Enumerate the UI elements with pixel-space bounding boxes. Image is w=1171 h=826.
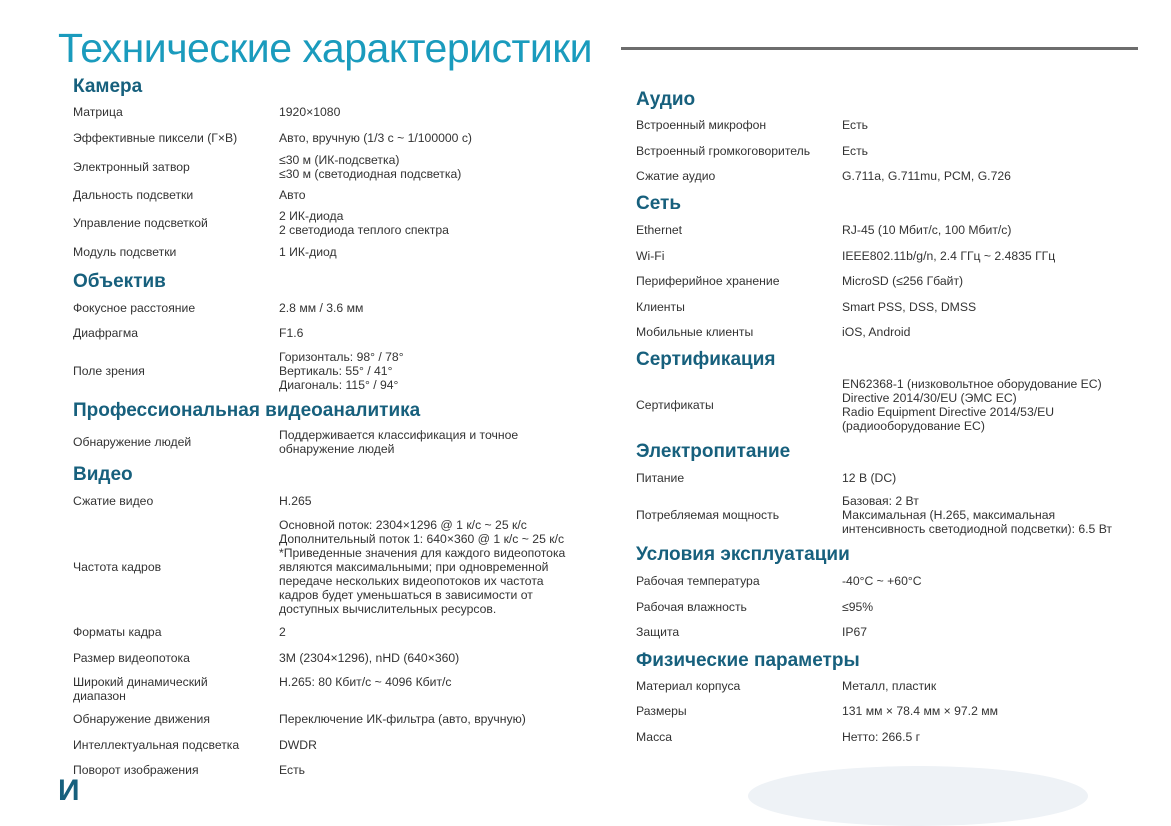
- spec-value: ≤30 м (ИК-подсветка) ≤30 м (светодиодная подсветка): [279, 153, 462, 181]
- spec-value: H.265: [279, 494, 312, 508]
- spec-value: RJ-45 (10 Мбит/с, 100 Мбит/с): [842, 223, 1012, 237]
- spec-value: Есть: [279, 763, 306, 777]
- spec-value: 131 мм × 78.4 мм × 97.2 мм: [842, 704, 998, 718]
- spec-label: Размеры: [636, 704, 687, 718]
- spec-label: Масса: [636, 730, 673, 744]
- spec-label: Фокусное расстояние: [73, 301, 196, 315]
- spec-label: Рабочая температура: [636, 574, 760, 588]
- section-title: Физические параметры: [636, 650, 860, 671]
- spec-label: Рабочая влажность: [636, 600, 747, 614]
- spec-label: Поле зрения: [73, 364, 145, 378]
- spec-label: Сертификаты: [636, 398, 714, 412]
- spec-label: Потребляемая мощность: [636, 508, 780, 522]
- spec-label: Встроенный громкоговоритель: [636, 144, 811, 158]
- spec-value: Металл, пластик: [842, 679, 937, 693]
- spec-value: Горизонталь: 98° / 78° Вертикаль: 55° / 41° Диагональ: 115° / 94°: [279, 350, 404, 392]
- spec-label: Управление подсветкой: [73, 216, 208, 230]
- spec-value: 2 ИК-диода 2 светодиода теплого спектра: [279, 209, 449, 237]
- spec-label: Периферийное хранение: [636, 274, 780, 288]
- spec-label: Интеллектуальная подсветка: [73, 738, 240, 752]
- spec-value: 2.8 мм / 3.6 мм: [279, 301, 364, 315]
- spec-label: Защита: [636, 625, 680, 639]
- spec-label: Wi-Fi: [636, 249, 665, 263]
- section-title: Профессиональная видеоаналитика: [73, 400, 421, 421]
- spec-label: Диафрагма: [73, 326, 139, 340]
- section-title: Сертификация: [636, 349, 776, 370]
- spec-value: Базовая: 2 Вт Максимальная (H.265, максимальная интенсивность светодиодной подсветки): 6.5 Вт: [842, 494, 1113, 536]
- spec-label: Обнаружение людей: [73, 435, 192, 449]
- spec-value: Smart PSS, DSS, DMSS: [842, 300, 977, 314]
- section-title: Видео: [73, 464, 133, 485]
- spec-value: DWDR: [279, 738, 317, 752]
- title-divider: [621, 47, 1138, 50]
- spec-label: Модуль подсветки: [73, 245, 177, 259]
- spec-label: Форматы кадра: [73, 625, 162, 639]
- section-title: Камера: [73, 76, 143, 97]
- section-title: Условия эксплуатации: [636, 544, 850, 565]
- spec-label: Поворот изображения: [73, 763, 199, 777]
- page-header: [58, 22, 1138, 74]
- spec-label: Матрица: [73, 105, 123, 119]
- spec-label: Дальность подсветки: [73, 188, 194, 202]
- spec-value: IEEE802.11b/g/n, 2.4 ГГц ~ 2.4835 ГГц: [842, 249, 1056, 263]
- background-decoration: [748, 766, 1088, 826]
- spec-label: Обнаружение движения: [73, 712, 210, 726]
- spec-value: H.265: 80 Кбит/с ~ 4096 Кбит/с: [279, 675, 452, 689]
- spec-value: IP67: [842, 625, 868, 639]
- spec-value: Авто, вручную (1/3 с ~ 1/100000 с): [279, 131, 472, 145]
- spec-value: ≤95%: [842, 600, 874, 614]
- section-title: Аудио: [636, 89, 696, 110]
- spec-value: 2: [279, 625, 286, 639]
- spec-label: Частота кадров: [73, 560, 162, 574]
- spec-label: Размер видеопотока: [73, 651, 190, 665]
- spec-value: 1920×1080: [279, 105, 341, 119]
- spec-label: Сжатие видео: [73, 494, 154, 508]
- spec-value: Есть: [842, 118, 869, 132]
- spec-value: -40°C ~ +60°C: [842, 574, 922, 588]
- spec-label: Встроенный микрофон: [636, 118, 767, 132]
- spec-value: Поддерживается классификация и точное обнаружение людей: [279, 428, 519, 456]
- spec-label: Питание: [636, 471, 685, 485]
- spec-value: 1 ИК-диод: [279, 245, 337, 259]
- spec-value: F1.6: [279, 326, 304, 340]
- spec-value: Есть: [842, 144, 869, 158]
- spec-value: 12 В (DC): [842, 471, 897, 485]
- page-title: Технические характеристики: [58, 25, 593, 71]
- spec-label: Мобильные клиенты: [636, 325, 754, 339]
- spec-value: EN62368-1 (низковольтное оборудование ЕС) Directive 2014/30/EU (ЭМС ЕС) Radio Equipment Directive 2014/53/EU (радиооборудование ЕС): [842, 377, 1102, 433]
- spec-value: Основной поток: 2304×1296 @ 1 к/с ~ 25 к/с Дополнительный поток 1: 640×360 @ 1 к/с ~ 25 к/с *Приведенные значения для каждого видеопотока являются максимальными; при одновременной передаче нескольких видеопотоков их частота кадров будет уменьшаться в зависимости от доступных вычислительных ресурсов.: [279, 518, 566, 616]
- spec-label: Сжатие аудио: [636, 169, 716, 183]
- spec-label: Клиенты: [636, 300, 685, 314]
- spec-label: Широкий динамический диапазон: [73, 675, 208, 703]
- section-title: Объектив: [73, 271, 166, 292]
- spec-value: MicroSD (≤256 Гбайт): [842, 274, 964, 288]
- spec-label: Электронный затвор: [73, 160, 190, 174]
- spec-value: Авто: [279, 188, 306, 202]
- spec-label: Материал корпуса: [636, 679, 741, 693]
- spec-label: Эффективные пиксели (Г×В): [73, 131, 238, 145]
- spec-value: Нетто: 266.5 г: [842, 730, 921, 744]
- spec-value: iOS, Android: [842, 325, 911, 339]
- spec-value: G.711a, G.711mu, PCM, G.726: [842, 169, 1011, 183]
- cut-off-heading: И: [58, 774, 80, 807]
- spec-value: Переключение ИК-фильтра (авто, вручную): [279, 712, 526, 726]
- spec-label: Ethernet: [636, 223, 683, 237]
- section-title: Сеть: [636, 193, 682, 214]
- section-title: Электропитание: [636, 441, 791, 462]
- spec-value: 3M (2304×1296), nHD (640×360): [279, 651, 460, 665]
